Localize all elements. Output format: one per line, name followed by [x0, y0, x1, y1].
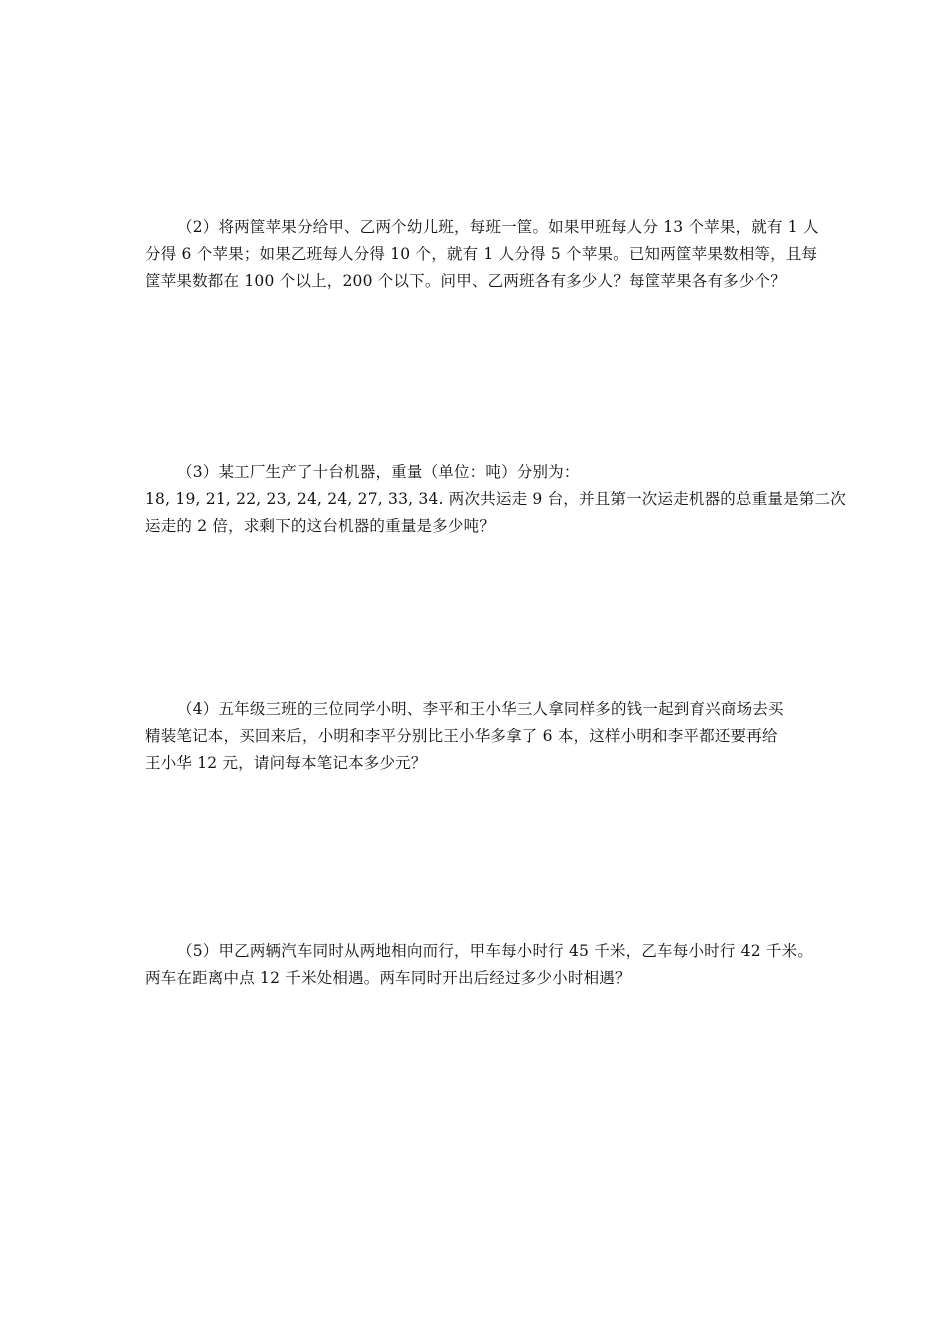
problem-2: [145, 214, 819, 295]
problem-3-line-3: 运走的 2 倍，求剩下的这台机器的重量是多少吨？: [145, 517, 496, 535]
problem-5: [145, 938, 814, 992]
problem-4: [145, 696, 810, 777]
problem-3: [145, 459, 846, 540]
problem-3-line-2: 18, 19, 21, 22, 23, 24, 24, 27, 33, 34. 两次共运走 9 台，并且第一次运走机器的总重量是第二次: [145, 490, 846, 508]
problem-5-line-2: 两车在距离中点 12 千米处相遇。两车同时开出后经过多少小时相遇？: [145, 969, 631, 987]
problem-4-line-2: 精装笔记本，买回来后，小明和李平分别比王小华多拿了 6 本，这样小明和李平都还要再给: [145, 727, 778, 745]
problem-2-line-2: 分得 6 个苹果；如果乙班每人分得 10 个，就有 1 人分得 5 个苹果。已知两筐苹果数相等，且每: [145, 245, 818, 263]
problem-5-line-1: （5）甲乙两辆汽车同时从两地相向而行，甲车每小时行 45 千米，乙车每小时行 42 千米。: [177, 942, 814, 960]
problem-2-line-3: 筐苹果数都在 100 个以上，200 个以下。问甲、乙两班各有多少人？每筐苹果各有多少个？: [145, 272, 786, 290]
problem-4-line-1: （4）五年级三班的三位同学小明、李平和王小华三人拿同样多的钱一起到育兴商场去买: [177, 700, 784, 718]
problem-4-line-3: 王小华 12 元，请问每本笔记本多少元？: [145, 754, 427, 772]
problem-3-line-1: （3）某工厂生产了十台机器，重量（单位：吨）分别为：: [177, 463, 580, 481]
problem-2-line-1: （2）将两筐苹果分给甲、乙两个幼儿班，每班一筐。如果甲班每人分 13 个苹果，就有 1 人: [177, 218, 819, 236]
